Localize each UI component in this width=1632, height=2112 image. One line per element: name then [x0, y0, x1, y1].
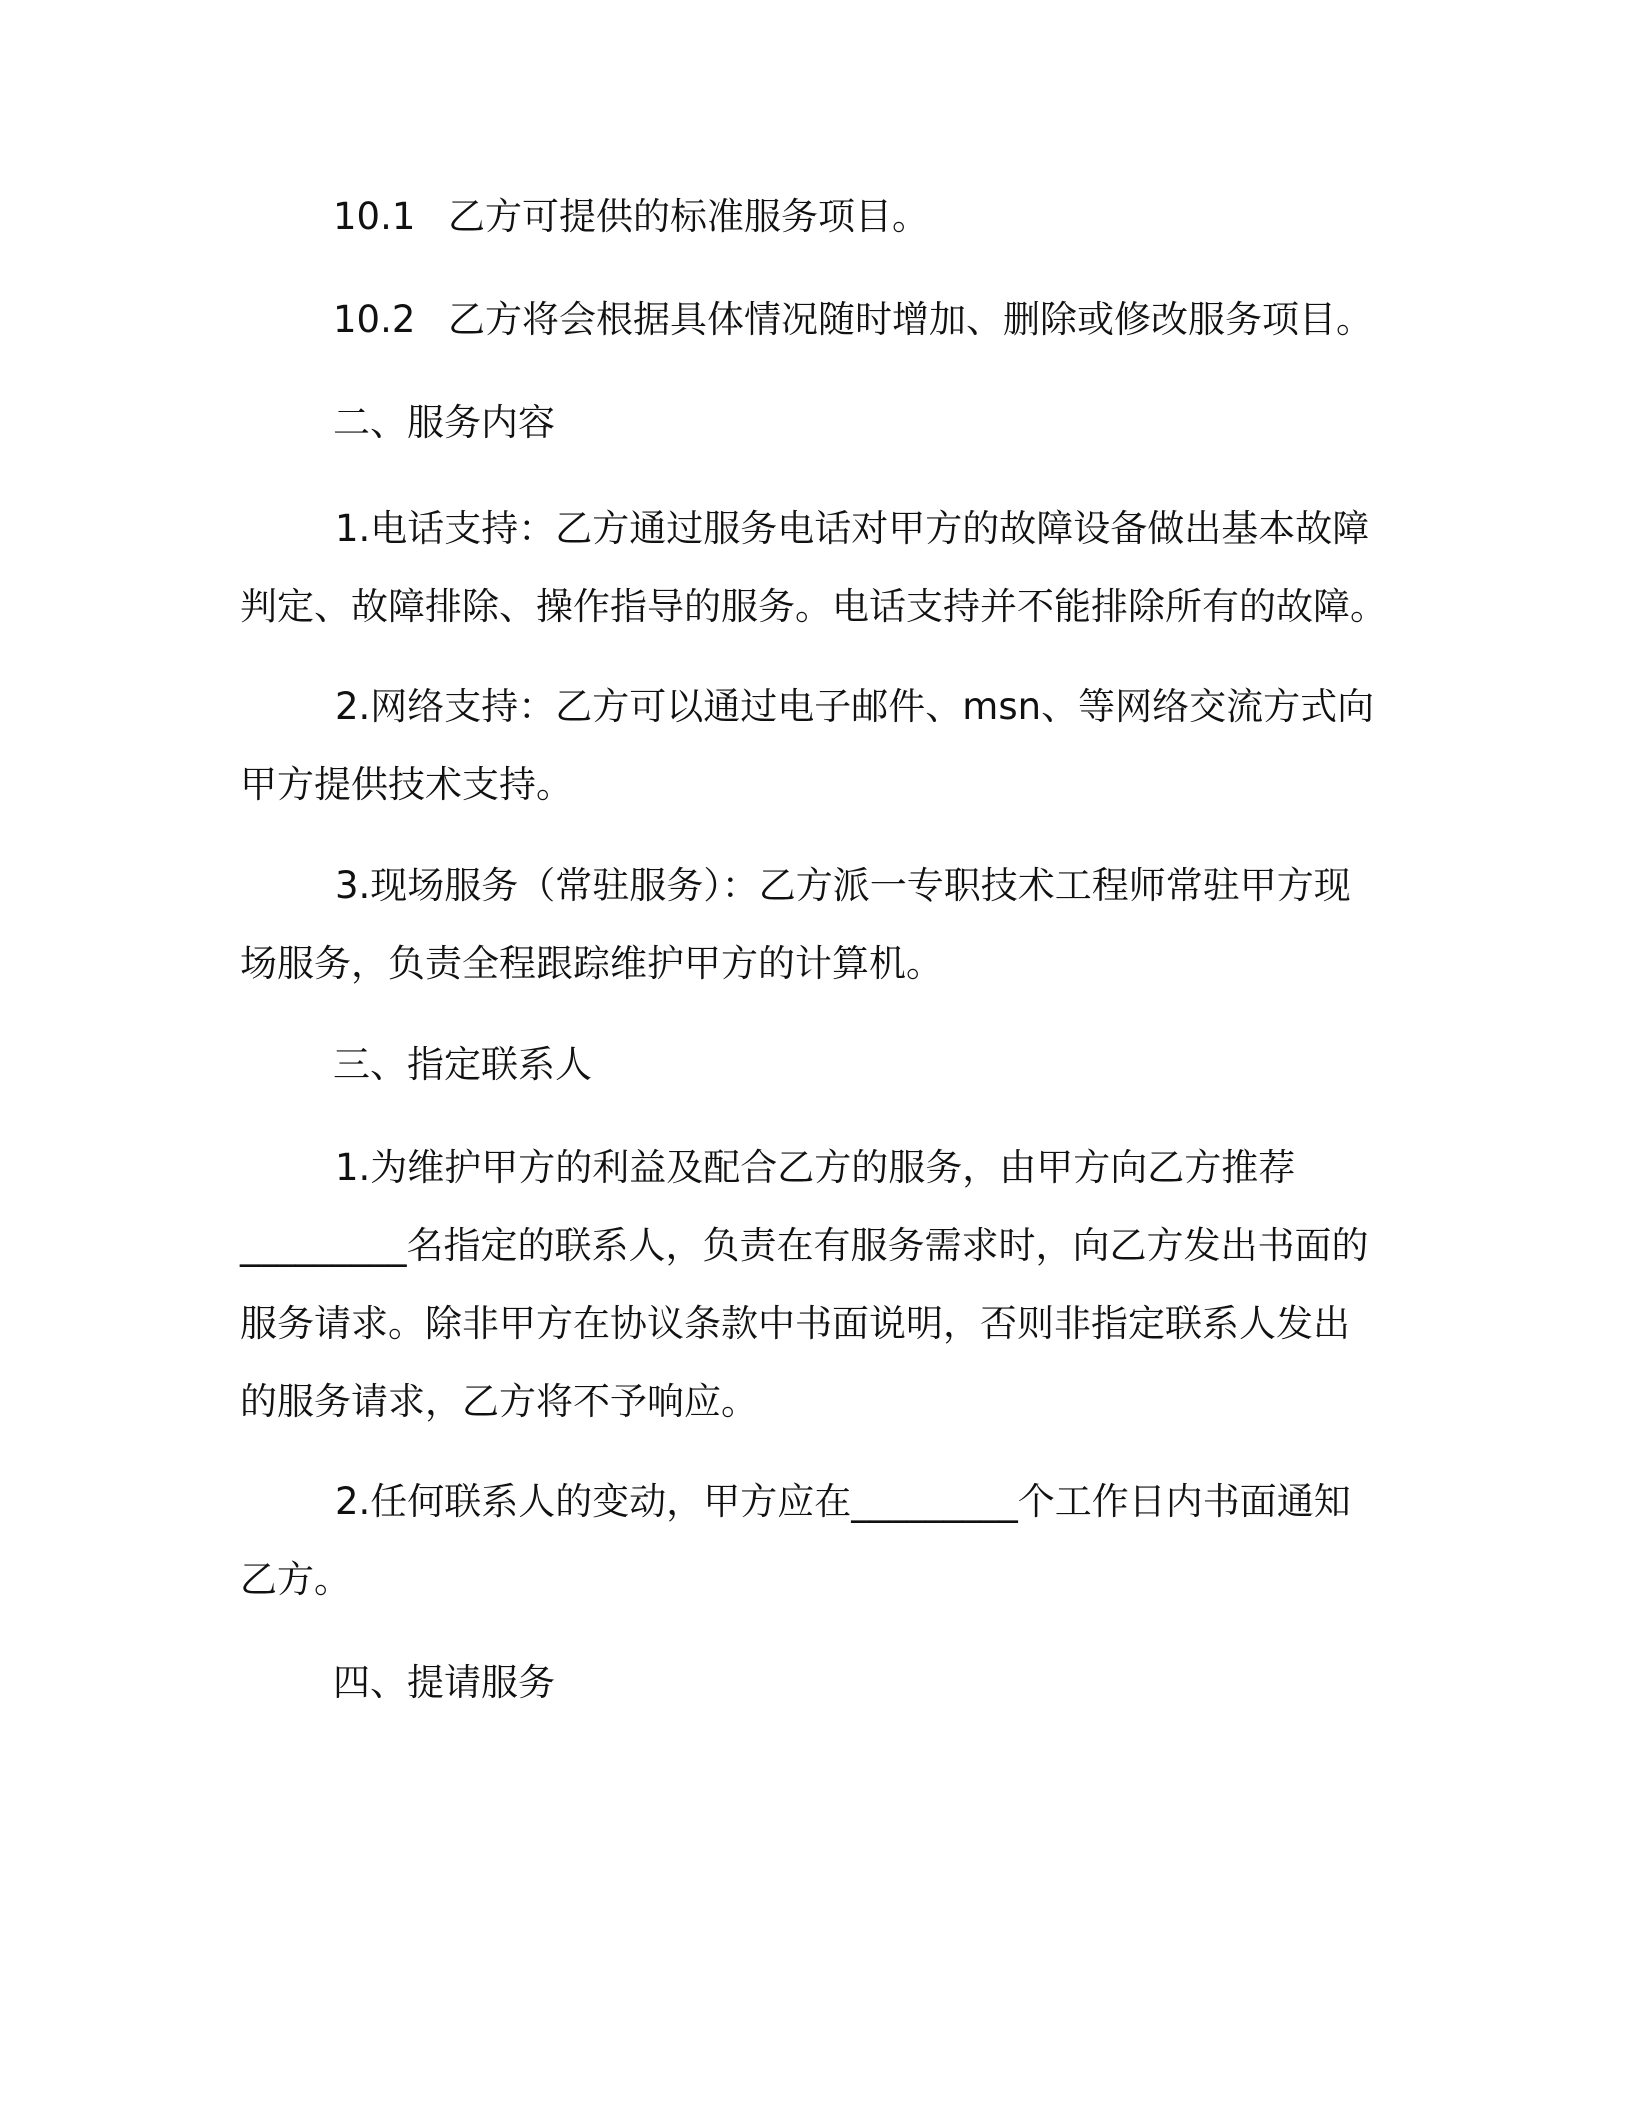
clause-text: 乙方可提供的标准服务项目。	[448, 195, 929, 238]
paragraph-line: _________名指定的联系人，负责在有服务需求时，向乙方发出书面的	[240, 1224, 1369, 1267]
paragraph-line: 2.任何联系人的变动，甲方应在_________个工作日内书面通知	[335, 1480, 1351, 1523]
clause-number: 10.1	[333, 195, 416, 238]
clause-10-1	[333, 178, 1463, 256]
paragraph-line: 1.电话支持：乙方通过服务电话对甲方的故障设备做出基本故障	[335, 507, 1370, 550]
paragraph-line: 场服务，负责全程跟踪维护甲方的计算机。	[240, 942, 943, 985]
paragraph-line: 甲方提供技术支持。	[240, 763, 573, 806]
clause-10-2	[333, 281, 1463, 359]
paragraph-line: 2.网络支持：乙方可以通过电子邮件、msn、等网络交流方式向	[335, 685, 1375, 728]
paragraph-contact-change	[240, 1463, 1370, 1619]
paragraph-onsite-service	[240, 847, 1370, 1003]
paragraph-line: 判定、故障排除、操作指导的服务。电话支持并不能排除所有的故障。	[240, 585, 1387, 628]
paragraph-phone-support	[240, 490, 1387, 646]
paragraph-line: 1.为维护甲方的利益及配合乙方的服务，由甲方向乙方推荐	[335, 1146, 1296, 1189]
paragraph-designated-contact	[240, 1129, 1370, 1441]
paragraph-line: 乙方。	[240, 1558, 351, 1601]
section-heading-3: 三、指定联系人	[333, 1043, 592, 1086]
paragraph-line: 服务请求。除非甲方在协议条款中书面说明，否则非指定联系人发出	[240, 1302, 1350, 1345]
section-heading-2: 二、服务内容	[333, 401, 555, 444]
clause-number: 10.2	[333, 298, 416, 341]
paragraph-line: 的服务请求，乙方将不予响应。	[240, 1380, 758, 1423]
paragraph-line: 3.现场服务（常驻服务）：乙方派一专职技术工程师常驻甲方现	[335, 864, 1351, 907]
clause-text: 乙方将会根据具体情况随时增加、删除或修改服务项目。	[448, 298, 1373, 341]
section-heading-4: 四、提请服务	[333, 1661, 555, 1704]
paragraph-network-support	[240, 668, 1375, 824]
